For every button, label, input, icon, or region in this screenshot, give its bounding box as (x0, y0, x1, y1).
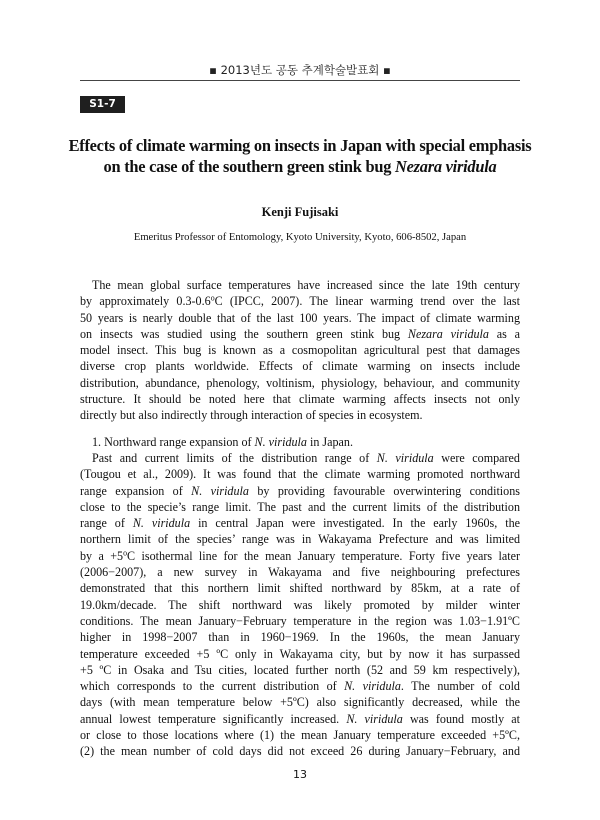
paper-body (80, 277, 520, 760)
text-run: . The number of cold (400, 679, 520, 694)
species-name: N. viridula (346, 711, 403, 726)
abstract-line: The mean global surface temperatures have increased since the late 19th century (92, 278, 520, 292)
section-line: +5 ºC in Osaka and Tsu cities, located further north (52 and 59 km respectively), (80, 662, 520, 677)
species-name: N. viridula (344, 679, 401, 694)
section-line: or close to those locations where (1) the mean January temperature exceeded +5ºC, (80, 728, 520, 743)
title-line-2-text: on the case of the southern green stink bug (103, 157, 396, 176)
text-run: range of (80, 516, 133, 531)
section-line: close to the specie’s range limit. The past and the current limits of the distribution (80, 499, 520, 514)
abstract-line: distribution, abundance, phenology, voltinism, physiology, behaviour, and community (80, 375, 520, 390)
species-name: N. viridula (254, 434, 307, 449)
abstract-line: model insect. This bug is known as a cosmopolitan agricultural pest that damages (80, 343, 520, 358)
text-run: by a +5 (80, 548, 124, 563)
degree-superscript: o (210, 293, 215, 303)
text-run: was found mostly at (402, 711, 520, 726)
section-line (80, 450, 520, 466)
text-run: range expansion of (80, 483, 192, 498)
text-run: 1. Northward range expansion of (92, 434, 255, 449)
section-line (80, 515, 520, 531)
text-run: in central Japan were investigated. In the early 1960s, the (190, 516, 520, 531)
abstract-line: 50 years is nearly double that of the last 100 years. The impact of climate warming (80, 310, 520, 325)
page-number: 13 (293, 768, 307, 781)
species-name: Nezara viridula (407, 326, 489, 341)
section-line: temperature exceeded +5 ºC only in Wakayama city, but by now it has surpassed (80, 646, 520, 661)
text-run: were compared (433, 450, 520, 465)
abstract-line: structure. It should be noted here that climate warming affects insects not only (80, 392, 520, 407)
section-line: (2) the mean number of cold days did not exceed 26 during January−February, and (80, 744, 520, 759)
section-line (80, 548, 520, 564)
session-tag: S1-7 (80, 96, 125, 113)
species-name: N. viridula (376, 450, 434, 465)
title-species: Nezara viridula (395, 157, 497, 176)
species-name: N. viridula (191, 483, 249, 498)
abstract-line (80, 293, 520, 309)
author-name: Kenji Fujisaki (261, 205, 339, 219)
text-run: which corresponds to the current distribution of (80, 679, 345, 694)
section-line: 19.0km/decade. The shift northward was likely promoted by milder winter (80, 597, 520, 612)
section-heading (80, 434, 520, 450)
section-line: northern limit of the species’ range was in Wakayama Prefecture and was limited (80, 532, 520, 547)
section-line (80, 678, 520, 694)
title-line-1: Effects of climate warming on insects in Japan with special emphasis (68, 136, 532, 155)
text-run: as a (488, 326, 520, 341)
text-run: Past and current limits of the distribution range of (92, 450, 377, 465)
text-run: annual lowest temperature significantly increased. (80, 711, 347, 726)
text-run: on insects was studied using the southern green stink bug (80, 326, 408, 341)
section-line (80, 711, 520, 727)
section-line: days (with mean temperature below +5ºC) also significantly decreased, while the (80, 695, 520, 710)
abstract-line: diverse crop plants worldwide. Effects of climate warming on insects include (80, 359, 520, 374)
text-run: by approximately 0.3-0.6 (80, 294, 211, 309)
section-line: demonstrated that this northern limit shifted northward by 85km, at a rate of (80, 581, 520, 596)
species-name: N. viridula (132, 516, 191, 531)
author-affiliation: Emeritus Professor of Entomology, Kyoto University, Kyoto, 606-8502, Japan (133, 232, 467, 243)
degree-superscript: o (123, 548, 128, 558)
section-line: conditions. The mean January−February temperature in the region was 1.03−1.91ºC (80, 613, 520, 628)
text-run: in Japan. (306, 434, 353, 449)
section-line: (2006−2007), a new survey in Wakayama and five neighbouring prefectures (80, 565, 520, 580)
paragraph-gap (80, 424, 520, 434)
title-line-2 (60, 156, 540, 177)
section-line: higher in 1998−2007 than in 1960−1969. In the 1960s, the mean January (80, 630, 520, 645)
paper-title (60, 135, 540, 177)
conference-header: ▪ 2013년도 공동 추계학술발표회 ▪ (209, 63, 391, 77)
text-run: by providing favourable overwintering conditions (248, 483, 520, 498)
section-line (80, 483, 520, 499)
text-run: C isothermal line for the mean January temperature. Forty five years later (127, 548, 520, 563)
header-rule (80, 80, 520, 81)
text-run: C (IPCC, 2007). The linear warming trend over the last (214, 294, 520, 309)
section-line: (Tougou et al., 2009). It was found that the climate warming promoted northward (80, 467, 520, 482)
abstract-line: directly but also indirectly through interaction of species in ecosystem. (80, 408, 423, 423)
abstract-line (80, 326, 520, 342)
